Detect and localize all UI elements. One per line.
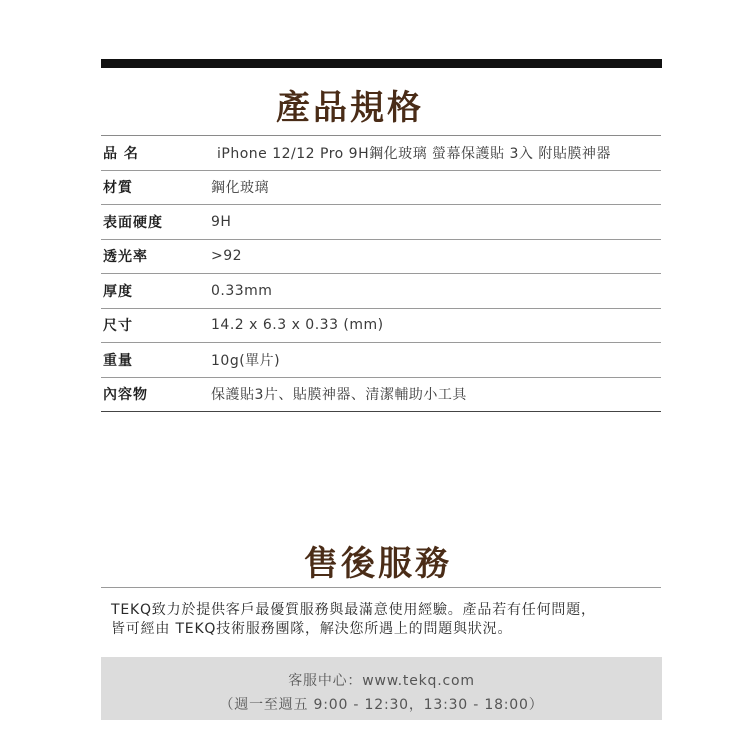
spec-row-thickness (101, 274, 661, 309)
spec-label: 尺寸 (103, 318, 133, 335)
spec-label: 表面硬度 (103, 214, 163, 231)
service-section-title: 售後服務 (304, 544, 452, 584)
customer-service-website: 客服中心：www.tekq.com (288, 673, 475, 689)
spec-value: iPhone 12/12 Pro 9H鋼化玻璃 螢幕保護貼 3入 附貼膜神器 (217, 145, 611, 162)
spec-value: 0.33mm (211, 282, 273, 299)
spec-label: 重量 (103, 352, 133, 369)
spec-row-contents (101, 378, 661, 413)
spec-section-title: 產品規格 (276, 88, 424, 128)
spec-label: 品 名 (103, 145, 139, 162)
spec-label: 內容物 (103, 387, 148, 404)
spec-label: 厚度 (103, 283, 133, 300)
service-divider (101, 587, 661, 588)
service-text-line: 皆可經由 TEKQ技術服務團隊，解決您所遇上的問題與狀況。 (111, 621, 513, 637)
spec-value: 鋼化玻璃 (211, 180, 269, 197)
contact-info-box (101, 657, 662, 720)
spec-row-hardness (101, 205, 661, 240)
spec-row-size (101, 309, 661, 344)
spec-row-material (101, 171, 661, 206)
spec-value: 10g(單片) (211, 352, 281, 369)
spec-value: 9H (211, 213, 232, 230)
spec-label: 材質 (103, 180, 133, 197)
spec-row-transmittance (101, 240, 661, 275)
top-divider-bar (101, 59, 662, 68)
spec-value: >92 (211, 248, 243, 265)
service-hours: （週一至週五 9:00 - 12:30，13:30 - 18:00） (219, 697, 544, 713)
spec-label: 透光率 (103, 249, 148, 266)
spec-value: 保護貼3片、貼膜神器、清潔輔助小工具 (211, 387, 467, 404)
spec-value: 14.2 x 6.3 x 0.33 (mm) (211, 317, 384, 334)
service-text-line: TEKQ致力於提供客戶最優質服務與最滿意使用經驗。產品若有任何問題， (111, 602, 596, 618)
spec-row-name (101, 136, 661, 171)
spec-table (101, 135, 661, 412)
spec-row-weight (101, 343, 661, 378)
service-description (111, 601, 661, 639)
